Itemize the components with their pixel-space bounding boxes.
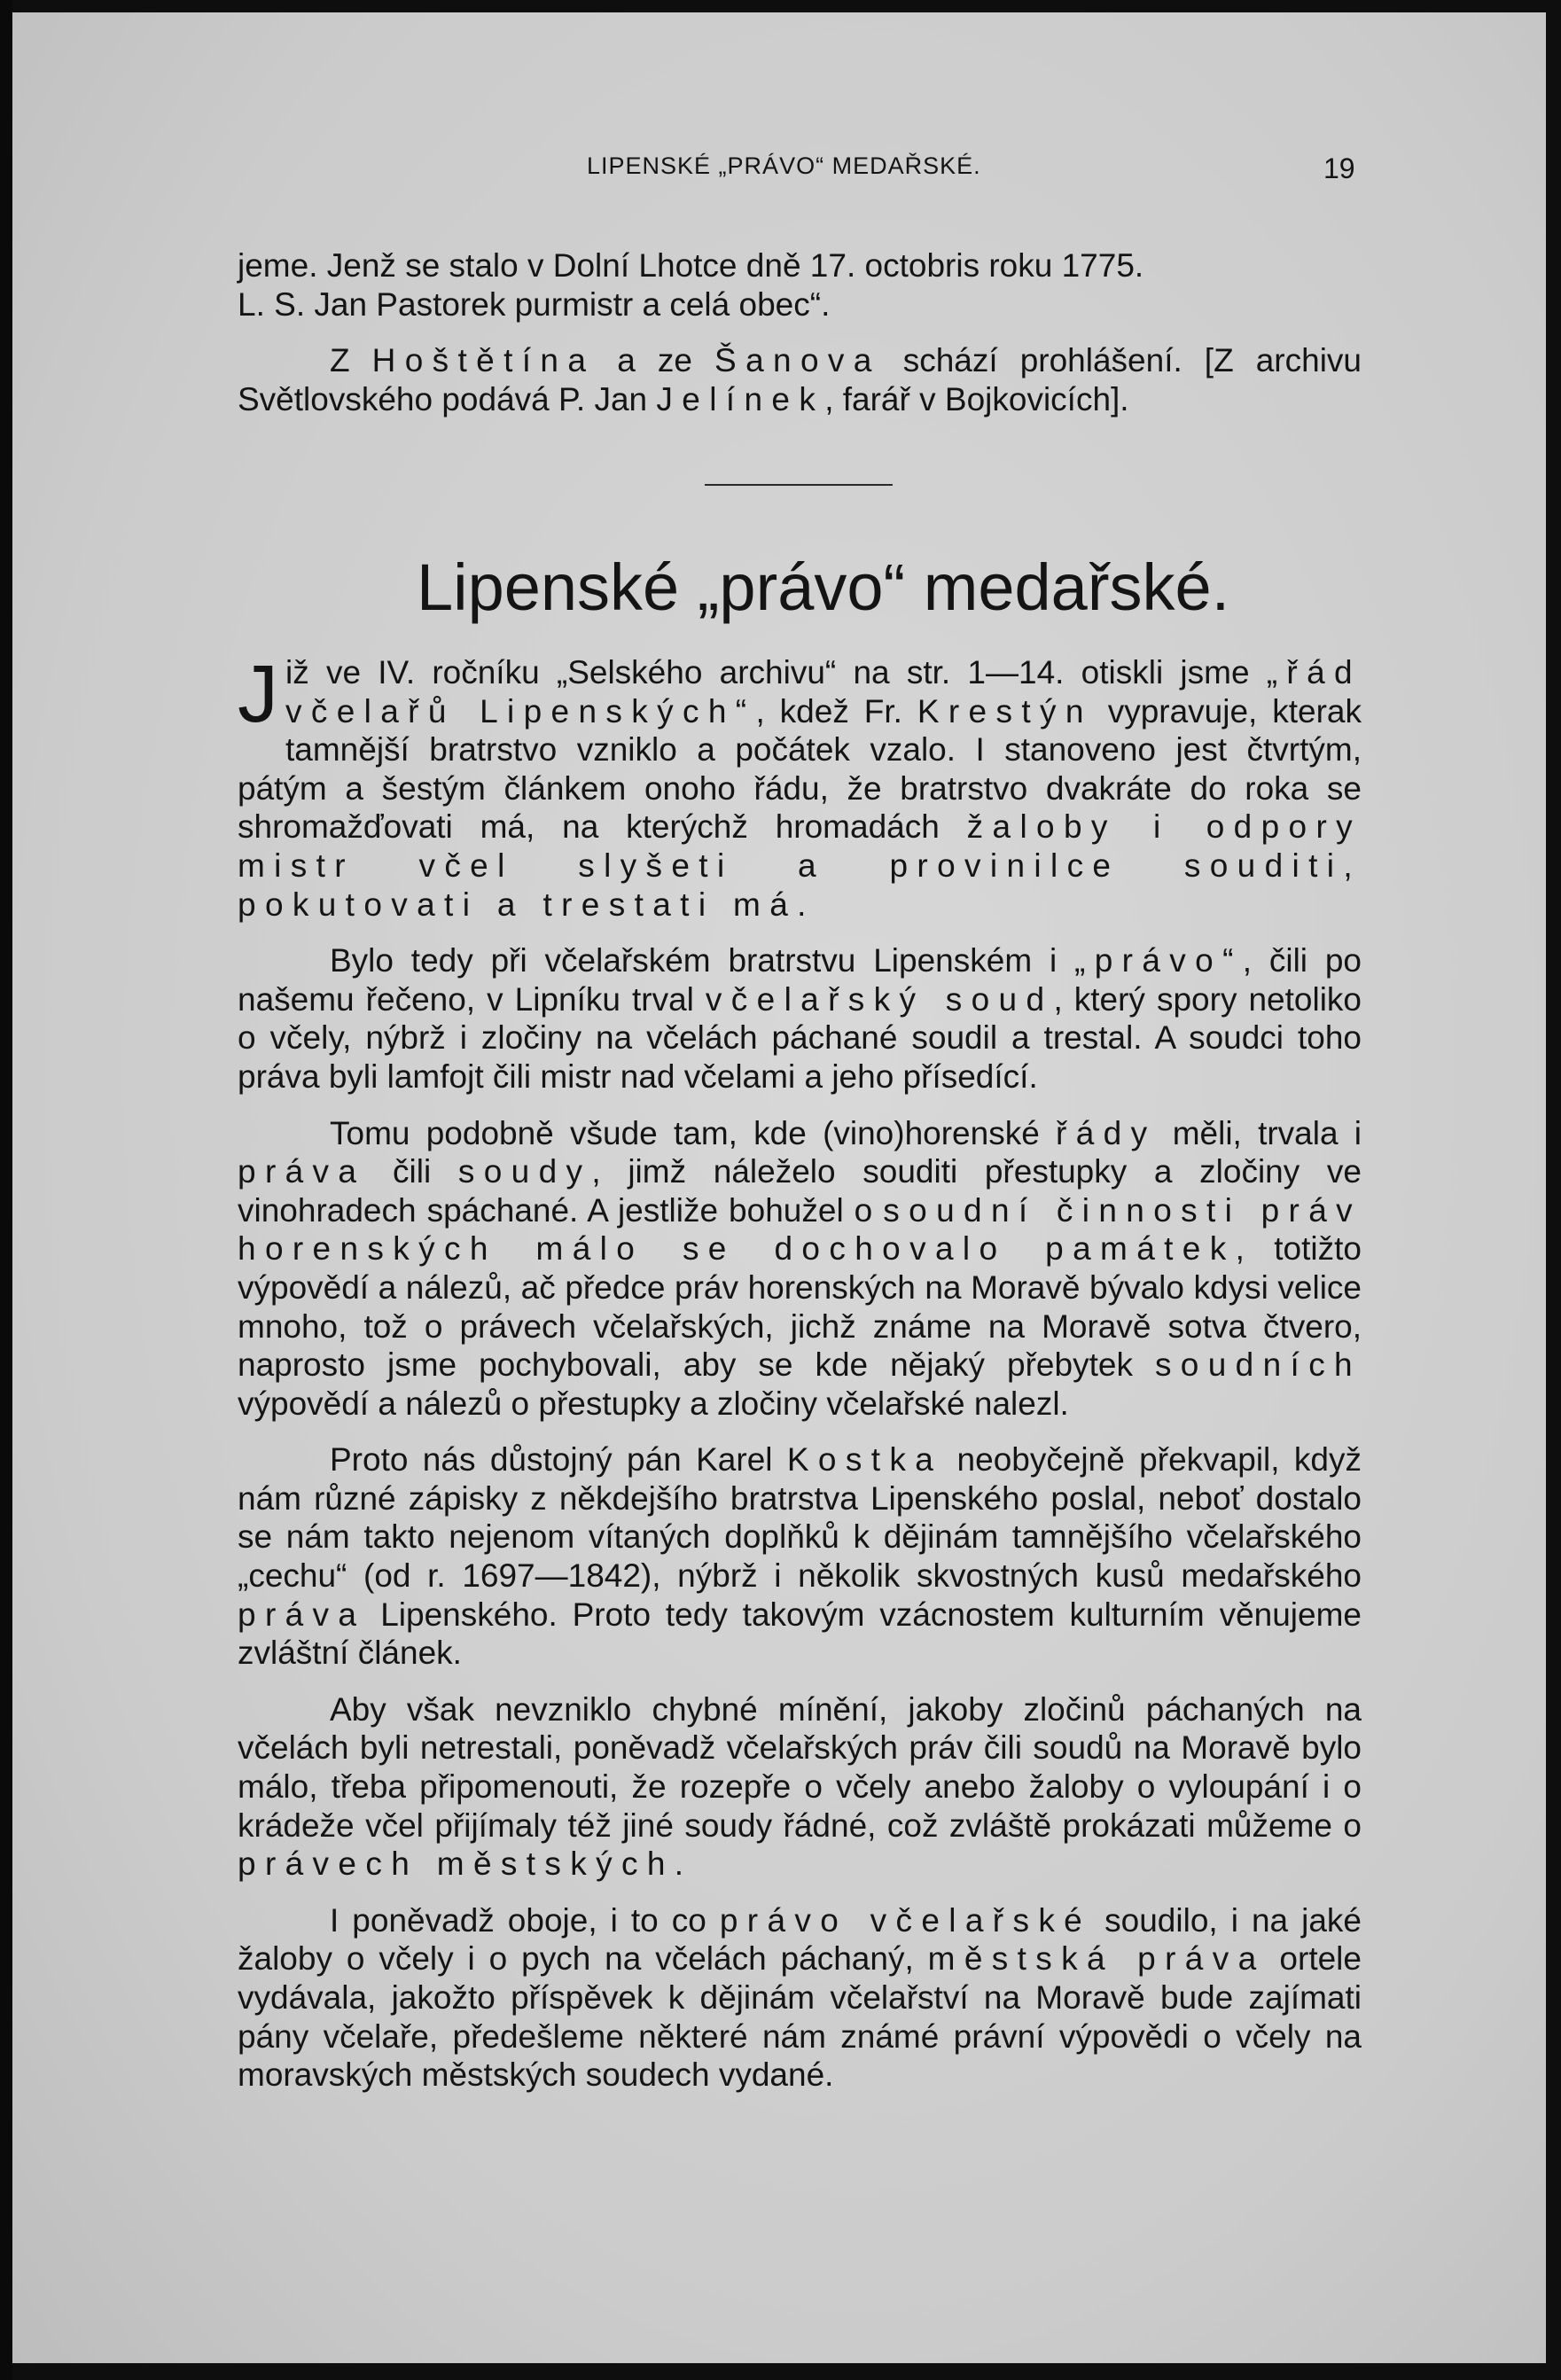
text-line: jeme. Jenž se stalo v Dolní Lhotce dně 17. octobris roku 1775. (238, 247, 1144, 284)
paragraph-1: Již ve IV. ročníku „Selského archivu“ na str. 1—14. otiskli jsme „řád včelařů Lipenských“, kdež Fr. Krestýn vypravuje, kterak tamnější bratrstvo vzniklo a počátek vzalo. I stanoveno jest čtvrtým, pátým a šestým článkem onoho řádu, že bratrstvo dvakráte do roka se shromažďovati má, na kterýchž hromadách žaloby i odpory mistr včel slyšeti a provinilce souditi, pokutovati a trestati má. (238, 649, 1362, 923)
paragraph-6: I poněvadž oboje, i to co právo včelařské soudilo, i na jaké žaloby o včely i o pych na včelách páchaný, městská práva ortele vydávala, jakožto příspěvek k dějinám včelařství na Moravě bude zajímati pány včelaře, předešleme některé nám známé právní výpovědi o včely na moravských městských soudech vydané. (238, 1901, 1362, 2094)
running-header: LIPENSKÉ „PRÁVO“ MEDAŘSKÉ. (587, 152, 981, 179)
scan-left-edge (0, 0, 12, 2380)
section-divider (705, 484, 893, 486)
paragraph-3: Tomu podobně všude tam, kde (vino)horenské řády měli, trvala i práva čili soudy, jimž náleželo souditi přestupky a zločiny ve vinohradech spáchané. A jestliže bohužel o soudní činnosti práv horenských málo se dochovalo památek, totižto výpovědí a nálezů, ač předce práv horenských na Moravě bývalo kdysi velice mnoho, tož o právech včelařských, jichž známe na Moravě sotva čtvero, naprosto jsme pochybovali, aby se kde nějaký přebytek soudních výpovědí a nálezů o přestupky a zločiny včelařské nalezl. (238, 1114, 1362, 1422)
continued-text (238, 246, 1362, 418)
drop-cap: J (238, 649, 278, 739)
article-body (238, 649, 1362, 2095)
text-line: L. S. Jan Pastorek purmistr a celá obec“. (238, 285, 831, 323)
paragraph-4: Proto nás důstojný pán Karel Kostka neobyčejně překvapil, když nám různé zápisky z někdejšího bratrstva Lipenského poslal, neboť dostalo se nám takto nejenom vítaných doplňků k dějinám tamnějšího včelařského „cechu“ (od r. 1697—1842), nýbrž i několik skvostných kusů medařského práva Lipenského. Proto tedy takovým vzácnostem kulturním věnujeme zvláštní článek. (238, 1441, 1362, 1672)
paragraph-5: Aby však nevzniklo chybné mínění, jakoby zločinů páchaných na včelách byli netrestali, poněvadž včelařských práv čili soudů na Moravě bylo málo, třeba připomenouti, že rozepře o včely anebo žaloby o vyloupání i o krádeže včel přijímaly též jiné soudy řádné, což zvláště prokázati můžeme o právech městských. (238, 1690, 1362, 1883)
article-title: Lipenské „právo“ medařské. (417, 550, 1230, 624)
paragraph-2: Bylo tedy při včelařském bratrstvu Lipenském i „právo“, čili po našemu řečeno, v Lipníku trval včelařský soud, který spory netoliko o včely, nýbrž i zločiny na včelách páchané soudil a trestal. A soudci toho práva byli lamfojt čili mistr nad včelami a jeho přísedící. (238, 942, 1362, 1095)
page-number: 19 (1323, 152, 1355, 184)
archive-note: Z Hoštětína a ze Šanova schází prohlášení. [Z archivu Světlovského podává P. Jan Jelínek, farář v Bojkovicích]. (238, 342, 1362, 417)
